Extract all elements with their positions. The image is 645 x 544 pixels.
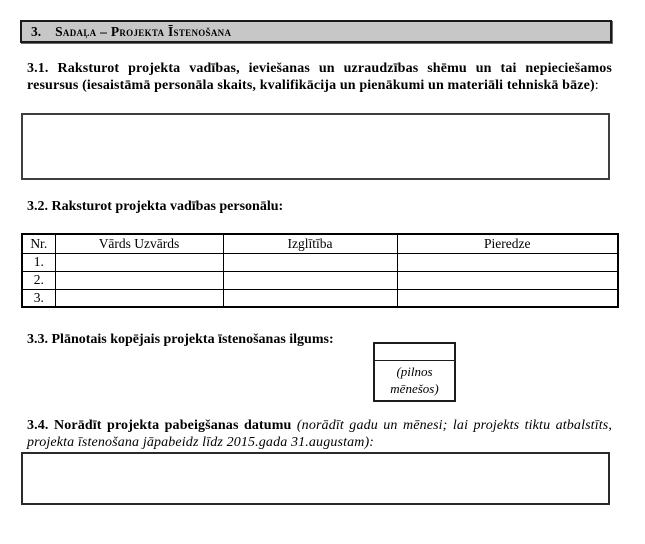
row-1-name-cell[interactable]	[55, 253, 223, 271]
table-row	[22, 289, 618, 307]
question-3-4-text-italic: (norādīt gadu un mēnesi; lai projekts tiktu atbalstīts, projekta īstenošana jāpabeidz līdz 2015.gada 31.augustam):	[27, 418, 613, 450]
row-3-education-cell[interactable]	[223, 289, 397, 307]
section-header	[20, 20, 612, 43]
duration-box	[373, 342, 456, 402]
duration-unit-caption: (pilnos mēnešos)	[390, 364, 439, 396]
col-header-nr: Nr.	[22, 234, 55, 253]
row-2-experience-cell[interactable]	[397, 271, 618, 289]
question-3-1-text: 3.1. Raksturot projekta vadības, ieviešanas un uzraudzības shēmu un tai nepieciešamos resursus (iesaistāmā personāla skaits, kvalifikācija un pienākumi un materiāli tehniskā bāze)	[27, 61, 612, 93]
question-3-4-label	[27, 417, 612, 451]
row-1-education-cell[interactable]	[223, 253, 397, 271]
row-2-name-cell[interactable]	[55, 271, 223, 289]
col-header-experience: Pieredze	[397, 234, 618, 253]
question-3-2-label: 3.2. Raksturot projekta vadības personālu:	[27, 199, 284, 214]
table-row	[22, 253, 618, 271]
duration-value-field[interactable]	[375, 344, 454, 361]
section-number: 3.	[31, 23, 42, 39]
row-2-number: 2.	[22, 271, 55, 289]
col-header-education: Izglītība	[223, 234, 397, 253]
question-3-1-label	[27, 60, 612, 94]
row-2-education-cell[interactable]	[223, 271, 397, 289]
row-3-name-cell[interactable]	[55, 289, 223, 307]
question-3-1-colon: :	[594, 78, 599, 93]
row-3-experience-cell[interactable]	[397, 289, 618, 307]
row-3-number: 3.	[22, 289, 55, 307]
row-1-experience-cell[interactable]	[397, 253, 618, 271]
personnel-table-header-row	[22, 234, 618, 253]
question-3-4-answer-box[interactable]	[21, 452, 610, 505]
section-title: Sadaļa – Projekta Īstenošana	[55, 23, 232, 39]
personnel-table	[21, 233, 619, 308]
row-1-number: 1.	[22, 253, 55, 271]
question-3-4-text-bold: 3.4. Norādīt projekta pabeigšanas datumu	[27, 418, 292, 433]
question-3-3-label: 3.3. Plānotais kopējais projekta īstenošanas ilgums:	[27, 332, 334, 347]
question-3-1-answer-box[interactable]	[21, 113, 610, 180]
col-header-name: Vārds Uzvārds	[55, 234, 223, 253]
table-row	[22, 271, 618, 289]
